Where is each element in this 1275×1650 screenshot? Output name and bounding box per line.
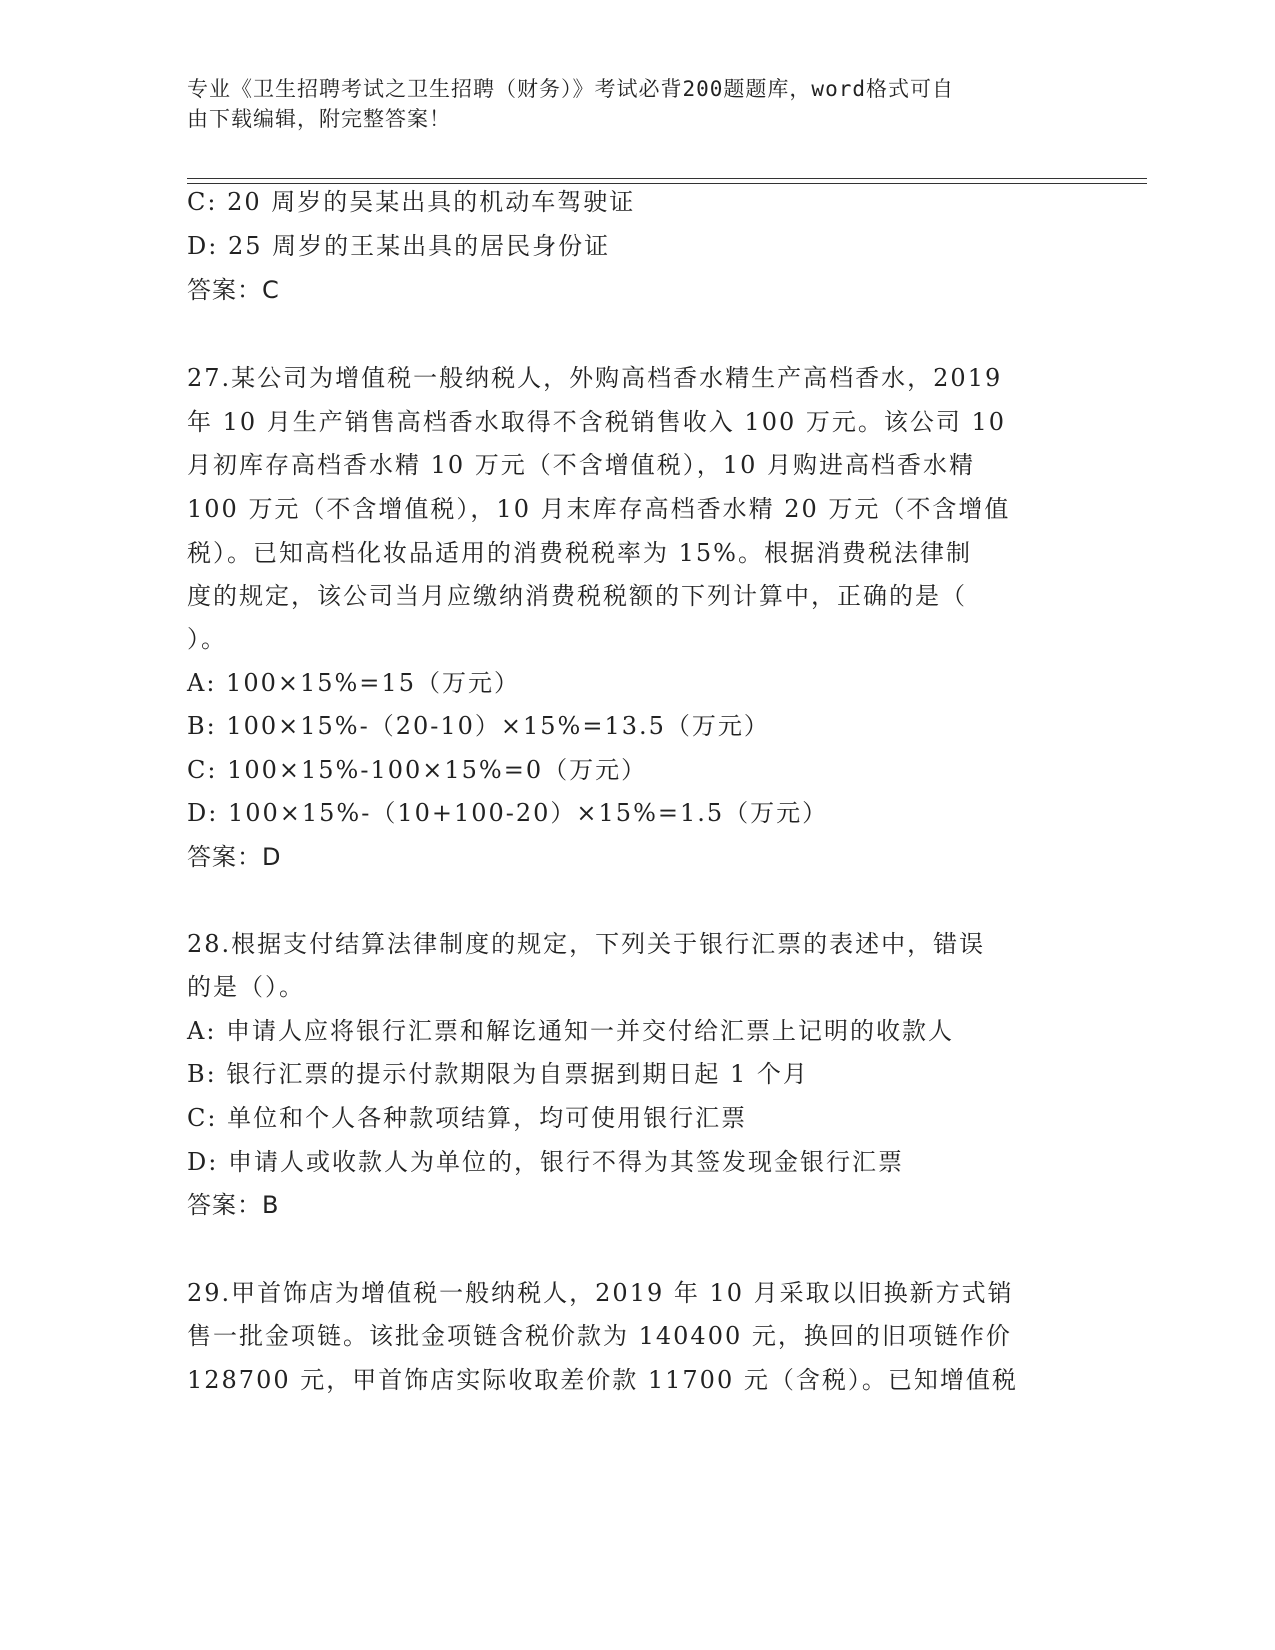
q28-answer: 答案：B <box>187 1191 280 1219</box>
q29-stem-line: 售一批金项链。该批金项链含税价款为 140400 元，换回的旧项链作价 <box>187 1322 1012 1350</box>
q27-stem-line: 税）。已知高档化妆品适用的消费税税率为 15%。根据消费税法律制 <box>187 539 972 567</box>
q27-option-c: C: 100×15%-100×15%=0（万元） <box>187 756 648 784</box>
q27-stem-line: 100 万元（不含增值税），10 月末库存高档香水精 20 万元（不含增值 <box>187 495 1011 523</box>
q26-option-c: C: 20 周岁的吴某出具的机动车驾驶证 <box>187 188 636 216</box>
q27-stem-line: 度的规定，该公司当月应缴纳消费税税额的下列计算中，正确的是（ <box>187 582 967 610</box>
document-header <box>187 74 1067 134</box>
q28-option-d: D: 申请人或收款人为单位的，银行不得为其签发现金银行汇票 <box>187 1148 904 1176</box>
q29-stem-line: 128700 元，甲首饰店实际收取差价款 11700 元（含税）。已知增值税 <box>187 1366 1018 1394</box>
q27-stem-line: 月初库存高档香水精 10 万元（不含增值税），10 月购进高档香水精 <box>187 451 975 479</box>
q26-answer: 答案：C <box>187 276 280 304</box>
q27-stem-line: ）。 <box>187 625 227 653</box>
header-divider-bottom <box>187 183 1147 184</box>
q29-stem-line: 29.甲首饰店为增值税一般纳税人，2019 年 10 月采取以旧换新方式销 <box>187 1279 1014 1307</box>
q27-answer: 答案：D <box>187 843 282 871</box>
q28-stem-line: 28.根据支付结算法律制度的规定，下列关于银行汇票的表述中，错误 <box>187 930 986 958</box>
q27-option-d: D: 100×15%-（10+100-20）×15%=1.5（万元） <box>187 799 829 827</box>
q27-option-b: B: 100×15%-（20-10）×15%=13.5（万元） <box>187 712 770 740</box>
q28-stem-line: 的是（）。 <box>187 973 305 1001</box>
q27-option-a: A: 100×15%=15（万元） <box>187 669 520 697</box>
q28-option-b: B: 银行汇票的提示付款期限为自票据到期日起 1 个月 <box>187 1060 809 1088</box>
q26-option-d: D: 25 周岁的王某出具的居民身份证 <box>187 232 611 260</box>
q28-option-c: C: 单位和个人各种款项结算，均可使用银行汇票 <box>187 1104 748 1132</box>
q27-stem-line: 27.某公司为增值税一般纳税人，外购高档香水精生产高档香水，2019 <box>187 364 1003 392</box>
q28-option-a: A: 申请人应将银行汇票和解讫通知一并交付给汇票上记明的收款人 <box>187 1017 955 1045</box>
q27-stem-line: 年 10 月生产销售高档香水取得不含税销售收入 100 万元。该公司 10 <box>187 408 1007 436</box>
header-divider-top <box>187 178 1147 179</box>
header-line-1: 专业《卫生招聘考试之卫生招聘（财务）》考试必背200题题库，word格式可自 <box>187 77 954 101</box>
header-line-2: 由下载编辑，附完整答案！ <box>187 107 451 131</box>
